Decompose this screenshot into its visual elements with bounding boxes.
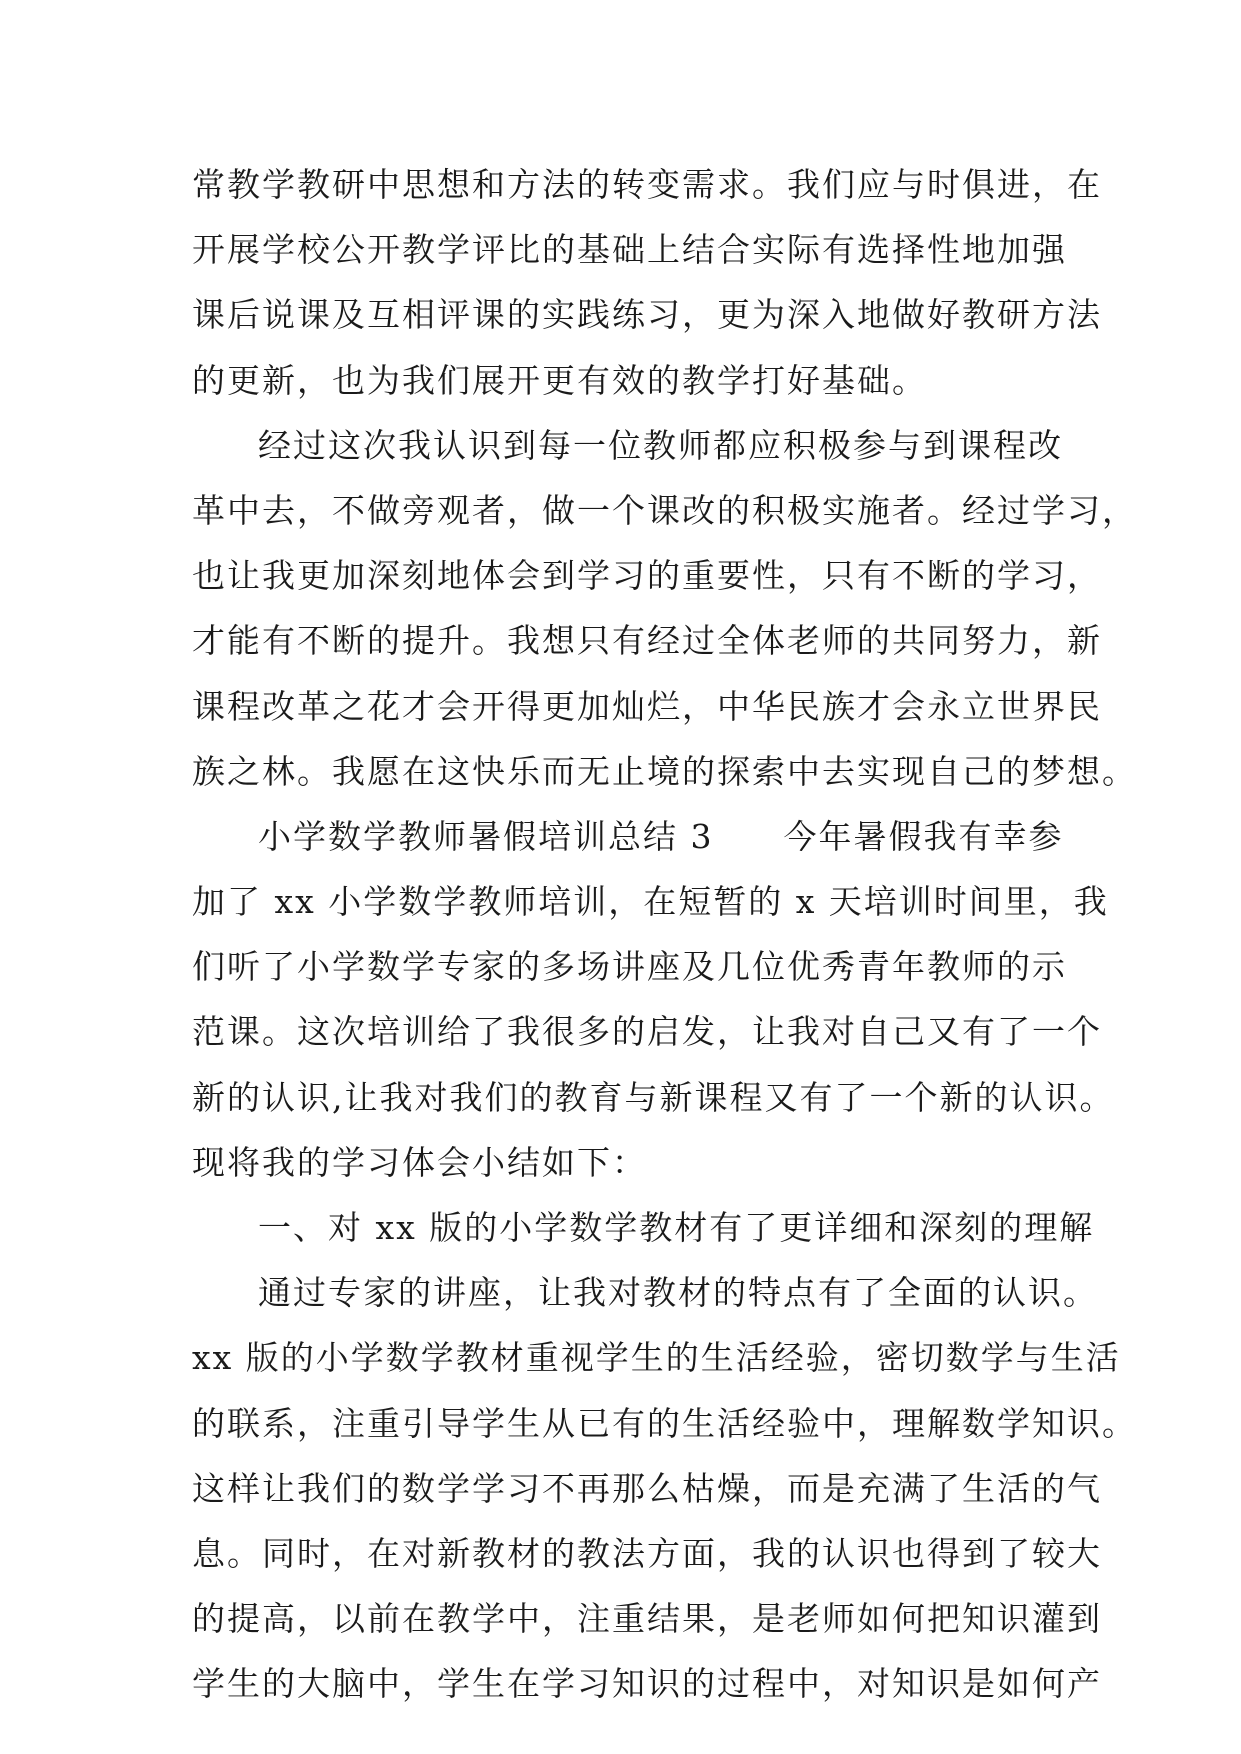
section-title-line: 小学数学教师暑假培训总结 3 今年暑假我有幸参 xyxy=(258,816,1064,856)
body-text xyxy=(192,152,1137,1717)
text-line: 也让我更加深刻地体会到学习的重要性，只有不断的学习， xyxy=(192,556,1102,596)
text-line: xx 版的小学数学教材重视学生的生活经验，密切数学与生活 xyxy=(192,1338,1121,1378)
text-line: 们听了小学数学专家的多场讲座及几位优秀青年教师的示 xyxy=(192,947,1067,987)
text-line: 开展学校公开教学评比的基础上结合实际有选择性地加强 xyxy=(192,230,1067,270)
text-line: 加了 xx 小学数学教师培训，在短暂的 x 天培训时间里，我 xyxy=(192,882,1109,922)
paragraph-first-line: 通过专家的讲座，让我对教材的特点有了全面的认识。 xyxy=(258,1273,1098,1313)
text-line: 才能有不断的提升。我想只有经过全体老师的共同努力，新 xyxy=(192,621,1102,661)
text-line: 的联系，注重引导学生从已有的生活经验中，理解数学知识。 xyxy=(192,1403,1137,1443)
text-line: 新的认识,让我对我们的教育与新课程又有了一个新的认识。 xyxy=(192,1077,1115,1117)
text-line: 课后说课及互相评课的实践练习，更为深入地做好教研方法 xyxy=(192,295,1102,335)
text-line: 范课。这次培训给了我很多的启发，让我对自己又有了一个 xyxy=(192,1012,1102,1052)
text-line: 学生的大脑中，学生在学习知识的过程中，对知识是如何产 xyxy=(192,1664,1102,1704)
text-line: 这样让我们的数学学习不再那么枯燥，而是充满了生活的气 xyxy=(192,1468,1102,1508)
text-line: 常教学教研中思想和方法的转变需求。我们应与时俱进，在 xyxy=(192,165,1102,204)
paragraph-first-line: 经过这次我认识到每一位教师都应积极参与到课程改 xyxy=(258,425,1063,465)
text-line: 的提高，以前在教学中，注重结果，是老师如何把知识灌到 xyxy=(192,1599,1102,1639)
text-line: 现将我的学习体会小结如下： xyxy=(192,1142,647,1182)
subheading-line: 一、对 xx 版的小学数学教材有了更详细和深刻的理解 xyxy=(258,1208,1095,1247)
text-line: 息。同时，在对新教材的教法方面，我的认识也得到了较大 xyxy=(192,1533,1102,1573)
text-line: 课程改革之花才会开得更加灿烂，中华民族才会永立世界民 xyxy=(192,686,1102,726)
text-line: 的更新，也为我们展开更有效的教学打好基础。 xyxy=(192,360,927,400)
text-line: 革中去，不做旁观者，做一个课改的积极实施者。经过学习， xyxy=(192,490,1137,530)
text-line: 族之林。我愿在这快乐而无止境的探索中去实现自己的梦想。 xyxy=(192,751,1137,791)
